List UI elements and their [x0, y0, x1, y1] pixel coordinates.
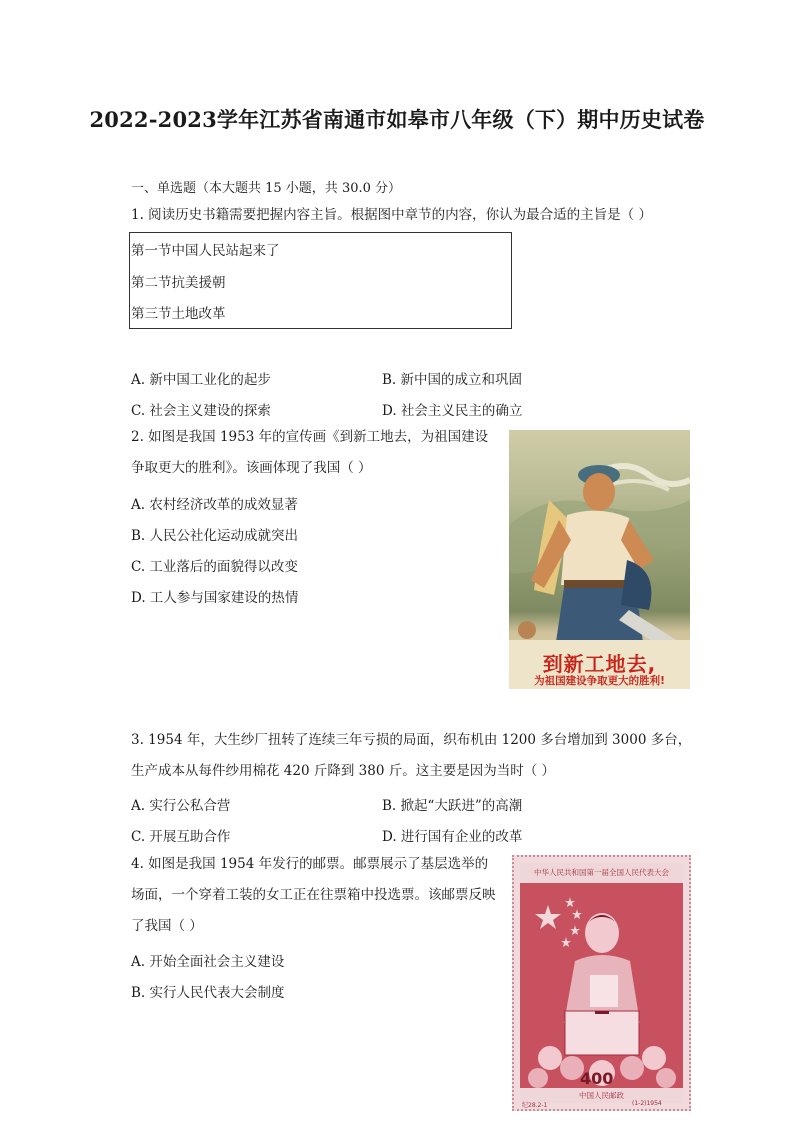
- chapter-item-1: 第一节中国人民站起来了: [131, 243, 280, 259]
- question-2-option-a: A. 农村经济改革的成效显著: [131, 497, 298, 513]
- question-4-stem-line-3: 了我国（ ）: [131, 918, 203, 934]
- question-3-option-a: A. 实行公私合营: [131, 798, 231, 814]
- poster-caption-main: 到新工地去,: [542, 652, 657, 676]
- section-heading: 一、单选题（本大题共 15 小题，共 30.0 分）: [131, 181, 402, 196]
- stamp-code-right: (1-2)1954: [632, 1100, 662, 1107]
- chapter-item-3: 第三节土地改革: [131, 306, 226, 322]
- question-4-stem-line-2: 场面，一个穿着工装的女工正在往票箱中投选票。该邮票反映: [131, 887, 496, 903]
- question-2-option-c: C. 工业落后的面貌得以改变: [131, 559, 298, 575]
- question-2-option-d: D. 工人参与国家建设的热情: [131, 590, 299, 606]
- poster-caption-sub: 为祖国建设争取更大的胜利!: [534, 675, 665, 687]
- stamp-illustration: [520, 883, 683, 1088]
- stamp-field: [520, 863, 683, 1103]
- question-3-stem-line-1: 3. 1954 年，大生纱厂扭转了连续三年亏损的局面，织布机由 1200 多台增加到 3000 多台，: [131, 732, 692, 748]
- question-3-option-c: C. 开展互助合作: [131, 829, 231, 845]
- question-1-option-b: B. 新中国的成立和巩固: [382, 372, 523, 388]
- propaganda-poster-image: [509, 430, 690, 689]
- question-2-option-b: B. 人民公社化运动成就突出: [131, 528, 299, 544]
- question-4-option-a: A. 开始全面社会主义建设: [131, 954, 285, 970]
- question-4-stem-line-1: 4. 如图是我国 1954 年发行的邮票。邮票展示了基层选举的: [131, 856, 489, 872]
- question-4-option-b: B. 实行人民代表大会制度: [131, 985, 285, 1001]
- chapter-list-box: [129, 232, 512, 329]
- question-3-stem-line-2: 生产成本从每件纱用棉花 420 斤降到 380 斤。这主要是因为当时（ ）: [131, 763, 555, 779]
- stamp-footer-text: 中国人民邮政: [520, 1088, 683, 1103]
- question-1-option-d: D. 社会主义民主的确立: [382, 403, 523, 419]
- question-1-stem: 1. 阅读历史书籍需要把握内容主旨。根据图中章节的内容，你认为最合适的主旨是（ ）: [131, 207, 652, 223]
- stamp-denomination: 400: [580, 1069, 614, 1088]
- stamp-code-left: 纪28.2-1: [522, 1102, 548, 1109]
- question-3-option-b: B. 掀起“大跃进”的高潮: [382, 798, 523, 814]
- question-3-option-d: D. 进行国有企业的改革: [382, 829, 523, 845]
- stamp-serial-code: [522, 1100, 685, 1109]
- question-1-option-a: A. 新中国工业化的起步: [131, 372, 271, 388]
- question-2-stem-line-2: 争取更大的胜利》。该画体现了我国（ ）: [131, 460, 372, 476]
- question-2-stem-line-1: 2. 如图是我国 1953 年的宣传画《到新工地去，为祖国建设: [131, 429, 489, 445]
- chapter-item-2: 第二节抗美援朝: [131, 275, 226, 291]
- question-1-option-c: C. 社会主义建设的探索: [131, 403, 271, 419]
- stamp-header-text: 中华人民共和国第一届全国人民代表大会: [520, 863, 683, 883]
- election-stamp-image: [512, 855, 691, 1111]
- page-title: 2022-2023学年江苏省南通市如皋市八年级（下）期中历史试卷: [89, 107, 705, 132]
